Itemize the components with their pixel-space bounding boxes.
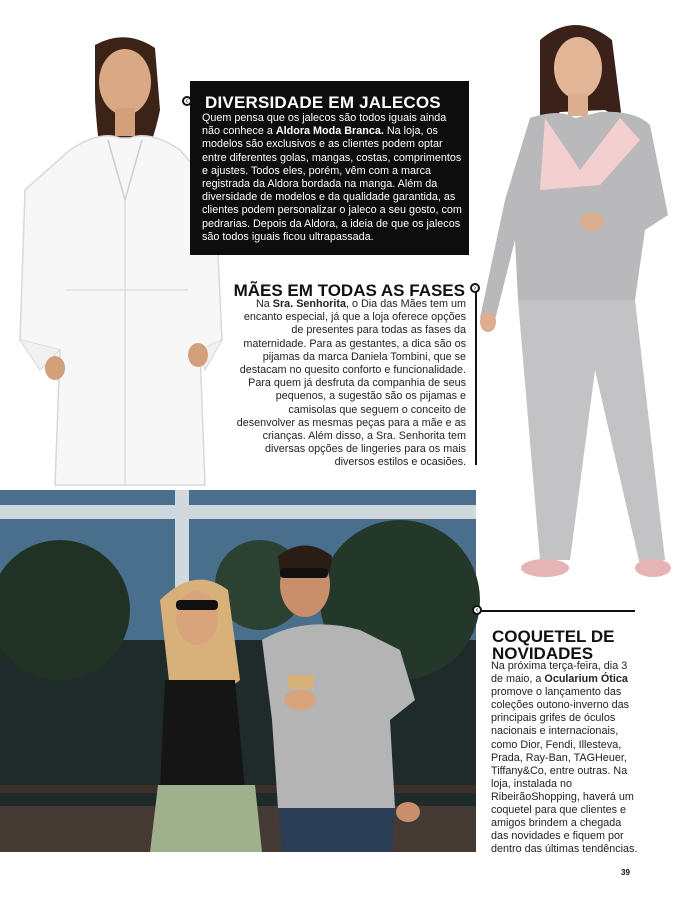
maes-body-pre: Na xyxy=(255,298,273,310)
couple-photo xyxy=(0,490,480,852)
maes-divider xyxy=(475,288,477,465)
coquetel-brand: Ocularium Ótica xyxy=(544,673,628,686)
coquetel-divider xyxy=(481,610,635,612)
jalecos-title: DIVERSIDADE EM JALECOS xyxy=(205,93,441,112)
jalecos-body-pre: Quem pensa que os jalecos são todos iguais ainda não conhece a xyxy=(202,112,447,138)
coquetel-body xyxy=(491,660,641,856)
coquetel-body-post: promove o lançamento das coleções outono-inverno das principais grifes de óculos nacionais e internacionais, como Dior, Fendi, Illesteva, Prada, Ray-Ban, TAGHeuer, Tiffany&Co, entre outras. Na loja, instalada no RibeirãoShopping, haverá um coquetel para que clientes e amigos brindem a chegada das novidades e fiquem por dentro das últimas tendências. xyxy=(491,686,638,856)
jalecos-article xyxy=(190,81,469,255)
jalecos-brand: Aldora Moda Branca. xyxy=(275,125,384,138)
maes-body xyxy=(232,298,466,470)
arrow-left-icon: ‹ xyxy=(182,96,192,106)
page-number: 39 xyxy=(621,868,630,877)
arrow-left-icon: ‹ xyxy=(472,605,482,615)
jalecos-body-post: Na loja, os modelos são exclusivos e as clientes podem optar entre diferentes golas, mangas, costas, comprimentos e ajustes. Todos eles, porém, vêm com a marca registrada da Aldora bordada na manga. Além da diversidade de modelos e da qualidade garantida, as clientes podem personalizar o jaleco a seu gosto, com pedrarias. Depois da Aldora, a ideia de que os jalecos são todos iguais ficou ultrapassada. xyxy=(202,125,462,243)
maes-title: MÃES EM TODAS AS FASES xyxy=(233,281,465,300)
maes-body-post: , o Dia das Mães tem um encanto especial, já que a loja oferece opções de presentes para todas as fases da maternidade. Para as gestantes, a dica são os pijamas da marca Daniela Tombini, que se destacam no quesito conforto e funcionalidade. Para quem já desfruta da companhia de seus pequenos, a sugestão são os pijamas e camisolas que seguem o conceito de desenvolver as mesmas peças para a mãe e as crianças. Além disso, a Sra. Senhorita tem diversas opções de lingeries para os mais diversos estilos e ocasiões. xyxy=(236,298,466,469)
jalecos-body xyxy=(202,112,464,244)
coquetel-title: COQUETEL DE NOVIDADES xyxy=(492,627,615,663)
pajama-photo xyxy=(480,25,671,577)
coquetel-body-pre: Na próxima terça-feira, dia 3 de maio, a xyxy=(491,660,628,686)
arrow-right-icon: › xyxy=(470,283,480,293)
maes-brand: Sra. Senhorita xyxy=(272,298,346,310)
